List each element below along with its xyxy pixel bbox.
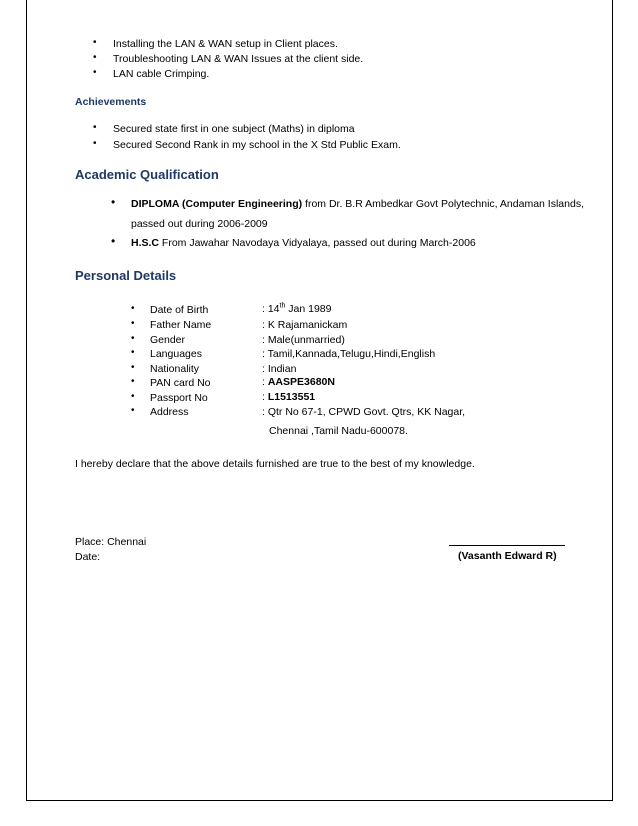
- detail-label: Languages: [150, 348, 202, 360]
- diploma-line-2: passed out during 2006-2009: [131, 218, 268, 230]
- diploma-title: DIPLOMA (Computer Engineering): [131, 198, 303, 210]
- signature-line: [449, 545, 565, 546]
- detail-value: : Indian: [262, 363, 297, 375]
- hsc-line: [131, 237, 476, 249]
- diploma-text: from Dr. B.R Ambedkar Govt Polytechnic, Andaman Islands,: [302, 198, 584, 210]
- list-item: Installing the LAN & WAN setup in Client places.: [113, 38, 338, 50]
- achievements-heading: Achievements: [75, 96, 147, 108]
- diploma-line: [131, 198, 584, 210]
- detail-label: Date of Birth: [150, 304, 209, 316]
- personal-heading: Personal Details: [75, 268, 177, 283]
- detail-value: : Qtr No 67-1, CPWD Govt. Qtrs, KK Nagar,: [262, 406, 466, 418]
- place-label: Place: Chennai: [75, 536, 147, 548]
- list-item: Secured Second Rank in my school in the X Std Public Exam.: [113, 139, 401, 151]
- academic-heading: Academic Qualification: [75, 167, 219, 182]
- bullet-icon: •: [131, 303, 135, 314]
- list-item: Secured state first in one subject (Maths) in diploma: [113, 123, 355, 135]
- bullet-icon: •: [93, 67, 97, 78]
- list-item: LAN cable Crimping.: [113, 68, 210, 80]
- bullet-icon: •: [131, 347, 135, 358]
- detail-label: Gender: [150, 334, 186, 346]
- bullet-icon: •: [111, 234, 116, 248]
- detail-value: : 14th Jan 1989: [262, 302, 332, 315]
- detail-label: Nationality: [150, 363, 200, 375]
- bullet-icon: •: [131, 391, 135, 402]
- declaration: I hereby declare that the above details furnished are true to the best of my knowledge.: [75, 458, 475, 470]
- signatory-name: (Vasanth Edward R): [458, 550, 557, 562]
- detail-value: : Male(unmarried): [262, 334, 345, 346]
- detail-value: : K Rajamanickam: [262, 319, 348, 331]
- page-border: [26, 0, 613, 801]
- date-label: Date:: [75, 551, 101, 563]
- bullet-icon: •: [131, 376, 135, 387]
- detail-label: Passport No: [150, 392, 208, 404]
- detail-value: : AASPE3680N: [262, 376, 335, 388]
- bullet-icon: •: [131, 405, 135, 416]
- detail-value: : L1513551: [262, 391, 316, 403]
- bullet-icon: •: [131, 333, 135, 344]
- bullet-icon: •: [131, 318, 135, 329]
- bullet-icon: •: [111, 195, 116, 209]
- bullet-icon: •: [93, 122, 97, 133]
- bullet-icon: •: [93, 37, 97, 48]
- bullet-icon: •: [93, 138, 97, 149]
- bullet-icon: •: [93, 52, 97, 63]
- hsc-text: From Jawahar Navodaya Vidyalaya, passed out during March-2006: [159, 237, 476, 249]
- address-line-2: Chennai ,Tamil Nadu-600078.: [269, 425, 408, 437]
- list-item: Troubleshooting LAN & WAN Issues at the client side.: [113, 53, 364, 65]
- detail-label: Address: [150, 406, 189, 418]
- detail-label: Father Name: [150, 319, 212, 331]
- hsc-title: H.S.C: [131, 237, 160, 249]
- bullet-icon: •: [131, 362, 135, 373]
- detail-label: PAN card No: [150, 377, 211, 389]
- detail-value: : Tamil,Kannada,Telugu,Hindi,English: [262, 348, 436, 360]
